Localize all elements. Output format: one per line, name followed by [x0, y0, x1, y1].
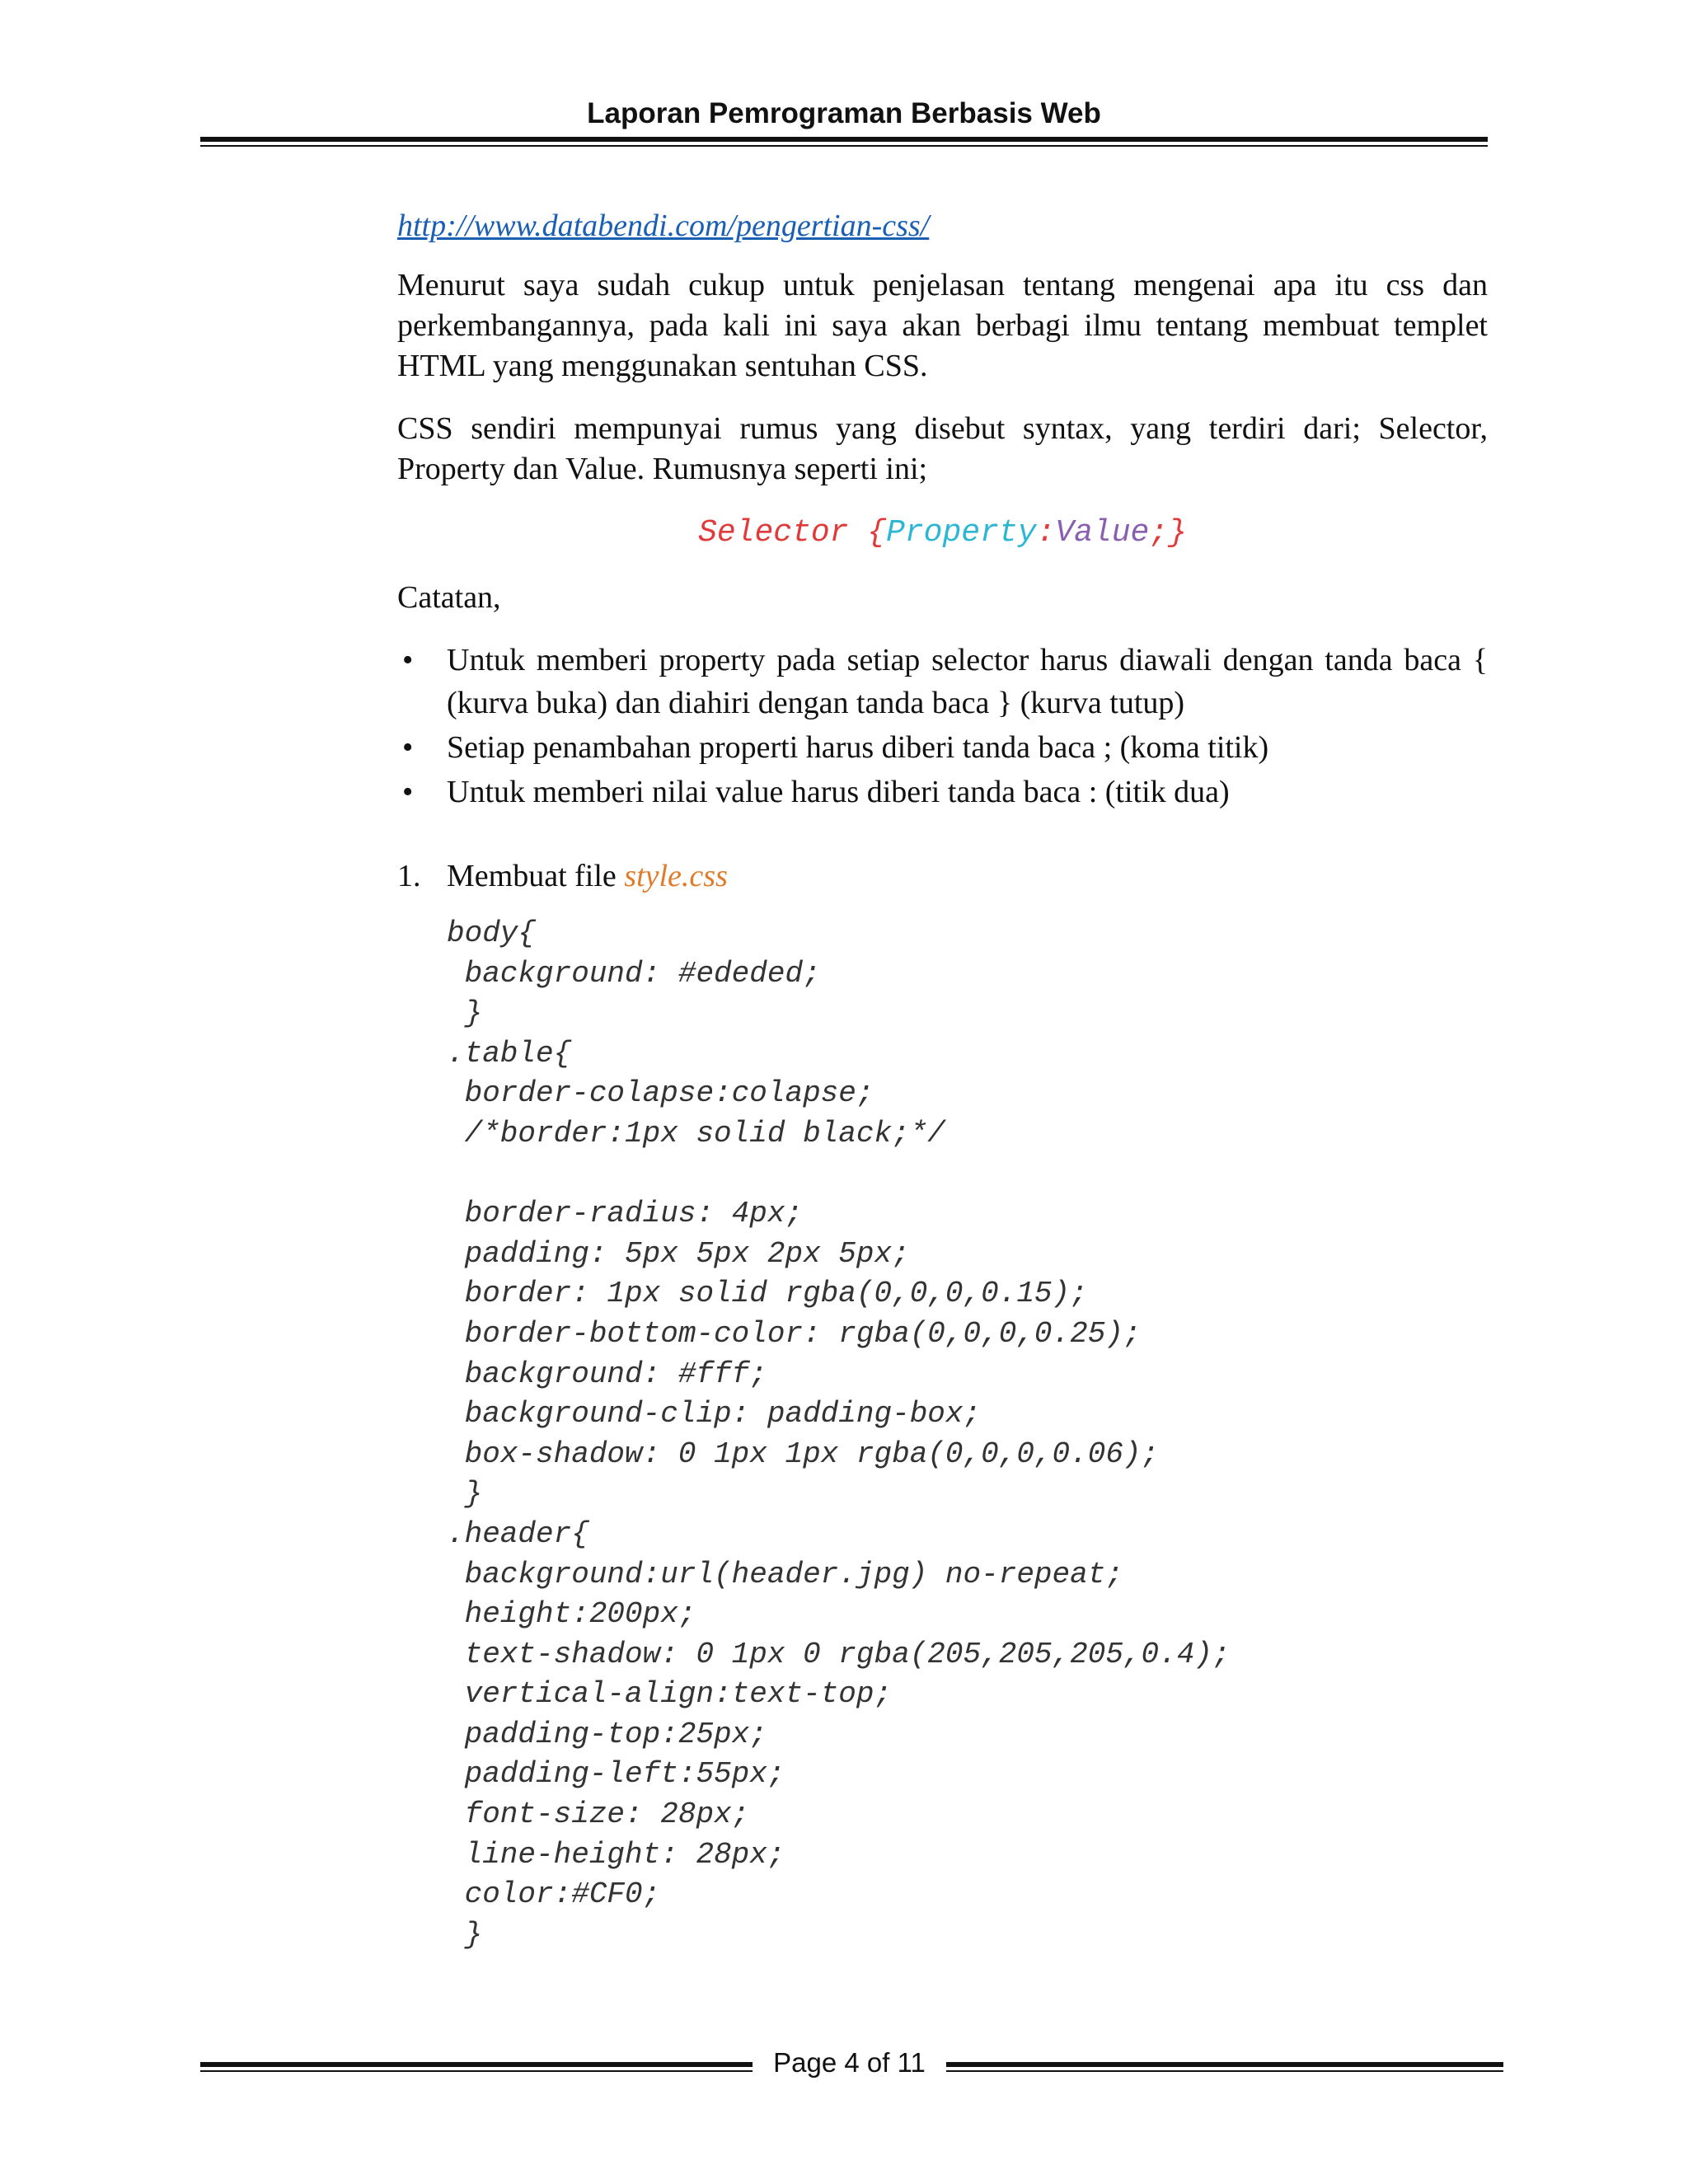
code-line: background: #ededed; [447, 956, 821, 991]
code-line: } [447, 1477, 483, 1511]
source-link[interactable]: http://www.databendi.com/pengertian-css/ [397, 209, 930, 243]
code-block [447, 914, 1488, 1955]
code-line: border-colapse:colapse; [447, 1076, 874, 1111]
code-line: padding-left:55px; [447, 1757, 785, 1792]
note-bullet-list [397, 639, 1488, 813]
bullet-text: Setiap penambahan properti harus diberi tanda baca ; (koma titik) [447, 730, 1269, 765]
code-line: .header{ [447, 1516, 589, 1551]
code-line: background-clip: padding-box; [447, 1397, 982, 1432]
code-line: padding-top:25px; [447, 1717, 767, 1751]
syntax-property: Property [886, 515, 1037, 551]
footer-page-number: Page 4 of 11 [773, 2047, 926, 2078]
code-line: .table{ [447, 1036, 572, 1071]
footer-rule-right [946, 2062, 1503, 2067]
code-line [447, 1155, 1488, 1195]
list-item [397, 726, 1488, 769]
code-line: vertical-align:text-top; [447, 1677, 893, 1712]
syntax-colon: : [1036, 515, 1056, 551]
code-line: text-shadow: 0 1px 0 rgba(205,205,205,0.4); [447, 1637, 1231, 1671]
code-line: height:200px; [447, 1597, 696, 1632]
css-syntax-formula [397, 513, 1488, 554]
code-line: } [447, 996, 483, 1031]
header-double-rule [200, 137, 1488, 142]
bullet-text: Untuk memberi nilai value harus diberi tanda baca : (titik dua) [447, 775, 1230, 809]
list-item [397, 639, 1488, 724]
step-text: Membuat file [447, 859, 625, 893]
syntax-value: Value [1055, 515, 1150, 551]
step-1 [397, 855, 1488, 898]
bullet-text: Untuk memberi property pada setiap selector harus diawali dengan tanda baca { (kurva buka) dan diahiri dengan tanda baca } (kurva tutup) [447, 643, 1488, 720]
syntax-close-brace: ;} [1149, 515, 1187, 551]
bullet-icon: • [402, 775, 414, 809]
code-line: padding: 5px 5px 2px 5px; [447, 1236, 910, 1271]
bullet-icon: • [402, 643, 414, 677]
page-header-title: Laporan Pemrograman Berbasis Web [587, 97, 1101, 129]
code-line: border-radius: 4px; [447, 1197, 804, 1231]
code-line: } [447, 1917, 483, 1952]
code-line: border: 1px solid rgba(0,0,0,0.15); [447, 1277, 1088, 1311]
code-line: body{ [447, 916, 537, 950]
code-line: line-height: 28px; [447, 1837, 785, 1872]
code-line: /*border:1px solid black;*/ [447, 1116, 945, 1151]
syntax-open-brace: { [848, 515, 887, 551]
footer-rule-left [200, 2062, 753, 2067]
list-item [397, 771, 1488, 813]
code-line: box-shadow: 0 1px 1px rgba(0,0,0,0.06); [447, 1436, 1160, 1471]
code-line: background: #fff; [447, 1357, 767, 1391]
step-filename: style.css [624, 859, 728, 893]
page-content [397, 204, 1488, 1955]
paragraph-syntax: CSS sendiri mempunyai rumus yang disebut syntax, yang terdiri dari; Selector, Property dan Value. Rumusnya seperti ini; [397, 411, 1488, 486]
note-label: Catatan, [397, 580, 501, 615]
code-line: border-bottom-color: rgba(0,0,0,0.25); [447, 1316, 1142, 1351]
code-line: color:#CF0; [447, 1877, 661, 1912]
paragraph-intro: Menurut saya sudah cukup untuk penjelasan tentang mengenai apa itu css dan perkembangannya, pada kali ini saya akan berbagi ilmu tentang membuat templet HTML yang menggunakan sentuhan CSS. [397, 268, 1488, 383]
code-line: background:url(header.jpg) no-repeat; [447, 1557, 1123, 1591]
syntax-selector: Selector [698, 515, 849, 551]
code-line: font-size: 28px; [447, 1797, 750, 1832]
step-number: 1. [397, 859, 421, 893]
bullet-icon: • [402, 730, 414, 765]
